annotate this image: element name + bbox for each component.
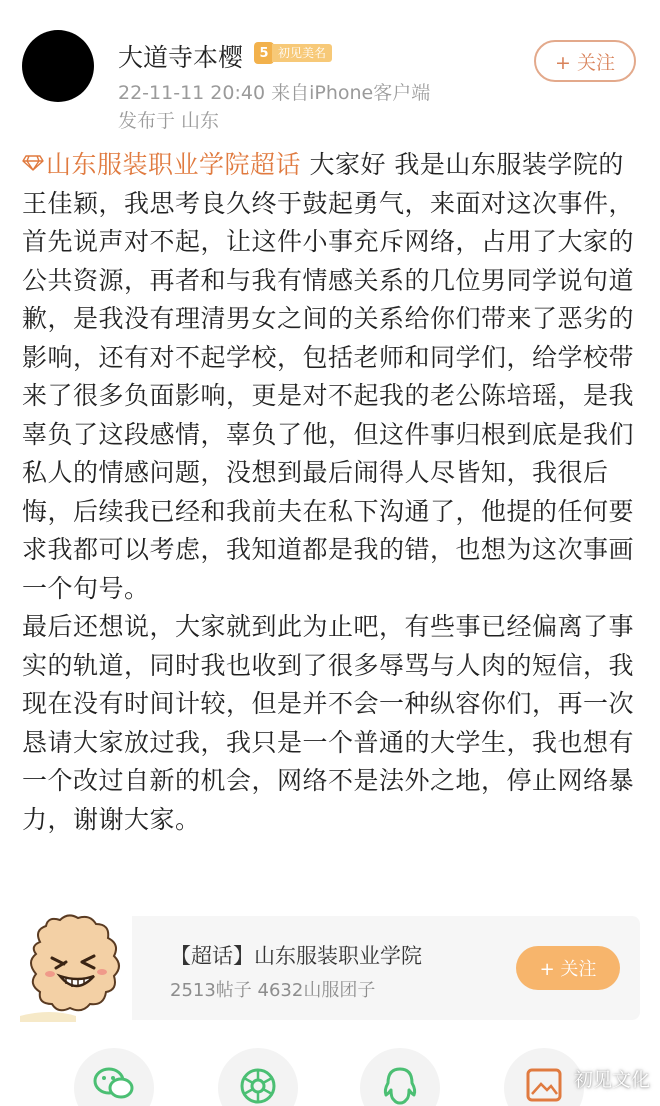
share-moments-button[interactable] xyxy=(218,1048,298,1106)
follow-button[interactable]: + 关注 xyxy=(534,40,636,82)
share-bar xyxy=(0,1040,660,1106)
post-time-source: 22-11-11 20:40 来自iPhone客户端 xyxy=(118,82,431,104)
post-header xyxy=(0,0,660,140)
wechat-icon xyxy=(93,1066,135,1102)
moments-icon xyxy=(238,1066,278,1106)
topic-card-title[interactable]: 【超话】山东服装职业学院 xyxy=(170,944,422,968)
post-paragraph-1 xyxy=(22,146,640,608)
level-badge xyxy=(254,42,332,64)
mascot-image xyxy=(20,912,132,1022)
topic-follow-button[interactable]: + 关注 xyxy=(516,946,620,990)
share-image-button[interactable] xyxy=(504,1048,584,1106)
image-share-icon xyxy=(524,1066,564,1104)
avatar[interactable] xyxy=(22,30,94,102)
level-title: 初见美名 xyxy=(272,44,332,62)
topic-card[interactable] xyxy=(20,912,640,1022)
post-paragraph-1-text: 大家好 我是山东服装学院的王佳颖，我思考良久终于鼓起勇气，来面对这次事件，首先说声对不起，让这件小事充斥网络，占用了大家的公共资源，再者和与我有情感关系的几位男同学说句道歉，是我没有理清男女之间的关系给你们带来了恶劣的影响，还有对不起学校，包括老师和同学们，给学校带来了很多负面影响，更是对不起我的老公陈培瑶，是我辜负了这段感情，辜负了他，但这件事归根到底是我们私人的情感问题，没想到最后闹得人尽皆知，我很后悔，后续我已经和我前夫在私下沟通了，他提的任何要求我都可以考虑，我知道都是我的错，也想为这次事画一个句号。 xyxy=(22,150,635,603)
share-wechat-button[interactable] xyxy=(74,1048,154,1106)
share-qq-button[interactable] xyxy=(360,1048,440,1106)
watermark: 初见文化 xyxy=(573,1069,650,1091)
username[interactable]: 大道寺本樱 xyxy=(118,43,244,72)
topic-link-label[interactable]: 山东服装职业学院超话 xyxy=(46,150,302,179)
post-body xyxy=(22,146,640,839)
post-location: 发布于 山东 xyxy=(118,110,220,132)
diamond-icon xyxy=(22,155,44,171)
topic-link[interactable] xyxy=(22,150,301,179)
topic-card-stats: 2513帖子 4632山服团子 xyxy=(170,980,376,1001)
post-paragraph-2: 最后还想说，大家就到此为止吧，有些事已经偏离了事实的轨道，同时我也收到了很多辱骂与人肉的短信，我现在没有时间计较，但是并不会一种纵容你们，再一次恳请大家放过我，我只是一个普通的大学生，我也想有一个改过自新的机会，网络不是法外之地，停止网络暴力，谢谢大家。 xyxy=(22,612,635,834)
qq-icon xyxy=(382,1066,418,1106)
level-number: 5 xyxy=(254,42,274,64)
